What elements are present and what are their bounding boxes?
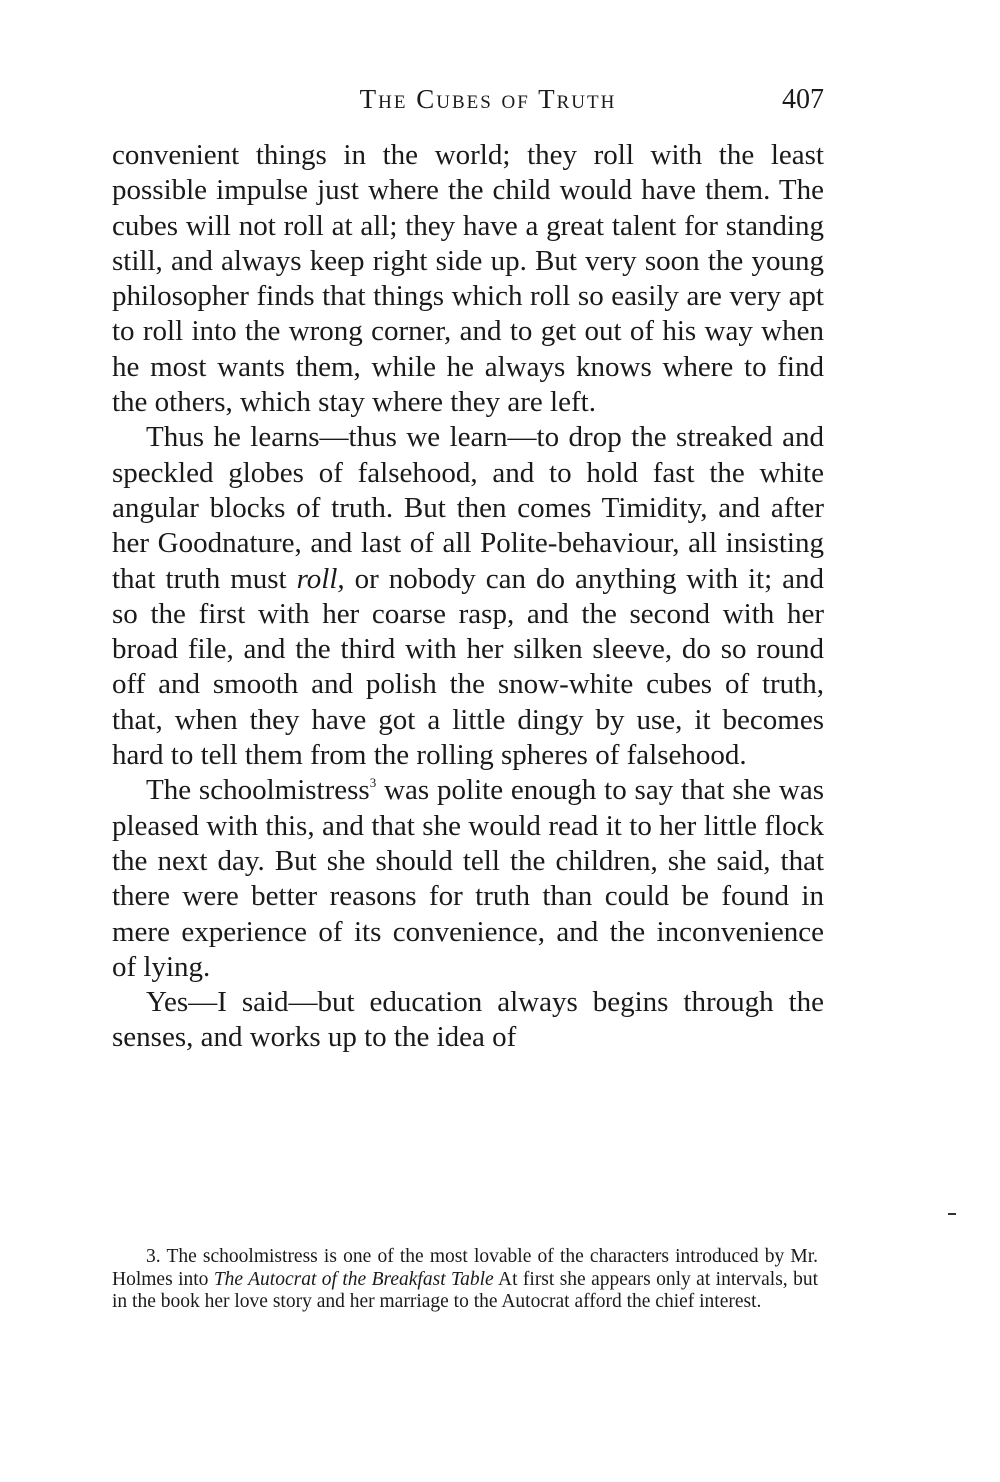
margin-mark <box>948 1213 956 1215</box>
body-text <box>112 138 824 1056</box>
footnote-3 <box>112 1246 818 1314</box>
paragraph-2-text-start: Thus he learns—thus we learn—to drop the streaked and speckled globes of falsehood, and to hold fast the white angular blocks of truth. But then comes Timidity, and after her Goodnature, and last of all Polite-behaviour, all insisting that truth must <box>112 421 824 595</box>
emphasized-word: roll, <box>296 562 345 595</box>
page-header <box>112 84 824 128</box>
paragraph-3-text-start: The schoolmistress <box>146 774 370 807</box>
page-number: 407 <box>782 84 824 115</box>
paragraph-2 <box>112 420 824 773</box>
paragraph-2-text-end: or nobody can do anything with it; and so the first with her coarse rasp, and the second with her broad file, and the third with her silken sleeve, do so round off and smooth and polish the snow-white cubes of truth, that, when they have got a little dingy by use, it becomes hard to tell them from the rolling spheres of falsehood. <box>112 562 824 772</box>
paragraph-1 <box>112 138 824 420</box>
footnote-text-end: At first she appears only at intervals, but in the book her love story and her marriage to the Autocrat afford the chief interest. <box>112 1268 818 1312</box>
paragraph-4-text: Yes—I said—but education always begins through the senses, and works up to the idea of <box>112 986 824 1054</box>
footnote <box>112 1246 818 1314</box>
book-title: The Autocrat of the Breakfast Table <box>213 1268 494 1290</box>
paragraph-3-text-end: was polite enough to say that she was pleased with this, and that she would read it to her little flock the next day. But she should tell the children, she said, that there were better reasons for truth than could be found in mere experience of its convenience, and the inconvenience of lying. <box>112 774 824 983</box>
footnote-text-start: 3. The schoolmistress is one of the most lovable of the characters introduced by Mr. Holmes into <box>112 1246 818 1290</box>
paragraph-1-text: convenient things in the world; they roll with the least possible impulse just where the child would have them. The cubes will not roll at all; they have a great talent for standing still, and always keep right side up. But very soon the young philosopher finds that things which roll so easily are very apt to roll into the wrong corner, and to get out of his way when he most wants them, while he always knows where to find the others, which stay where they are left. <box>112 139 824 419</box>
footnote-reference: 3 <box>369 775 377 791</box>
paragraph-3 <box>112 773 824 985</box>
paragraph-4 <box>112 985 824 1056</box>
running-title: The Cubes of Truth <box>359 84 617 114</box>
